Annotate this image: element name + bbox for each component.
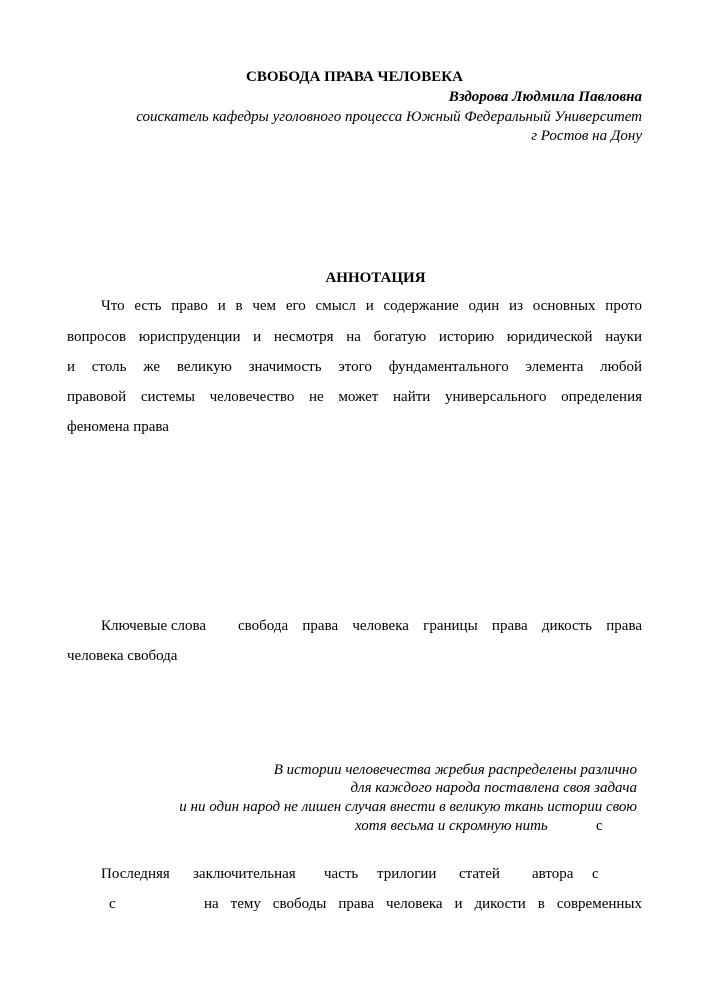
epigraph-line-1: В истории человечества жребия распределены различно: [273, 762, 637, 778]
epigraph-suffix: с: [596, 818, 603, 834]
body-word-5: статей: [459, 866, 500, 882]
keywords-label: Ключевые слова: [101, 618, 207, 634]
body-line-2-rest: на тему свободы права человека и дикости в современных: [204, 896, 642, 912]
author-affiliation: соискатель кафедры уголовного процесса Южный Федеральный Университет: [136, 109, 642, 125]
body-word-3: часть: [324, 866, 359, 882]
body-line-2-start: с: [109, 896, 116, 912]
author-name: Вздорова Людмила Павловна: [448, 89, 642, 105]
epigraph-line-4: хотя весьма и скромную нить: [355, 818, 548, 834]
epigraph-line-3: и ни один народ не лишен случая внести в великую ткань истории свою: [179, 799, 637, 815]
epigraph-line-2: для каждого народа поставлена своя задача: [350, 780, 637, 796]
abstract-line-5: феномена права: [67, 419, 169, 435]
body-word-2: заключительная: [193, 866, 296, 882]
abstract-line-1: Что есть право и в чем его смысл и содержание один из основных прото: [101, 298, 642, 314]
keywords-line-2: человека свобода: [67, 648, 178, 664]
abstract-line-3: и столь же великую значимость этого фундаментального элемента любой: [67, 359, 642, 375]
body-word-1: Последняя: [101, 866, 170, 882]
author-city: г Ростов на Дону: [531, 128, 642, 144]
abstract-line-2: вопросов юриспруденции и несмотря на богатую историю юридической науки: [67, 329, 642, 345]
body-word-7: с: [592, 866, 599, 882]
abstract-line-4: правовой системы человечество не может найти универсального определения: [67, 389, 642, 405]
body-word-4: трилогии: [377, 866, 437, 882]
keywords-line-1: свобода права человека границы права дикость права: [238, 618, 642, 634]
body-word-6: автора: [532, 866, 574, 882]
abstract-heading: АННОТАЦИЯ: [325, 270, 426, 286]
paper-title: СВОБОДА ПРАВА ЧЕЛОВЕКА: [246, 69, 463, 85]
